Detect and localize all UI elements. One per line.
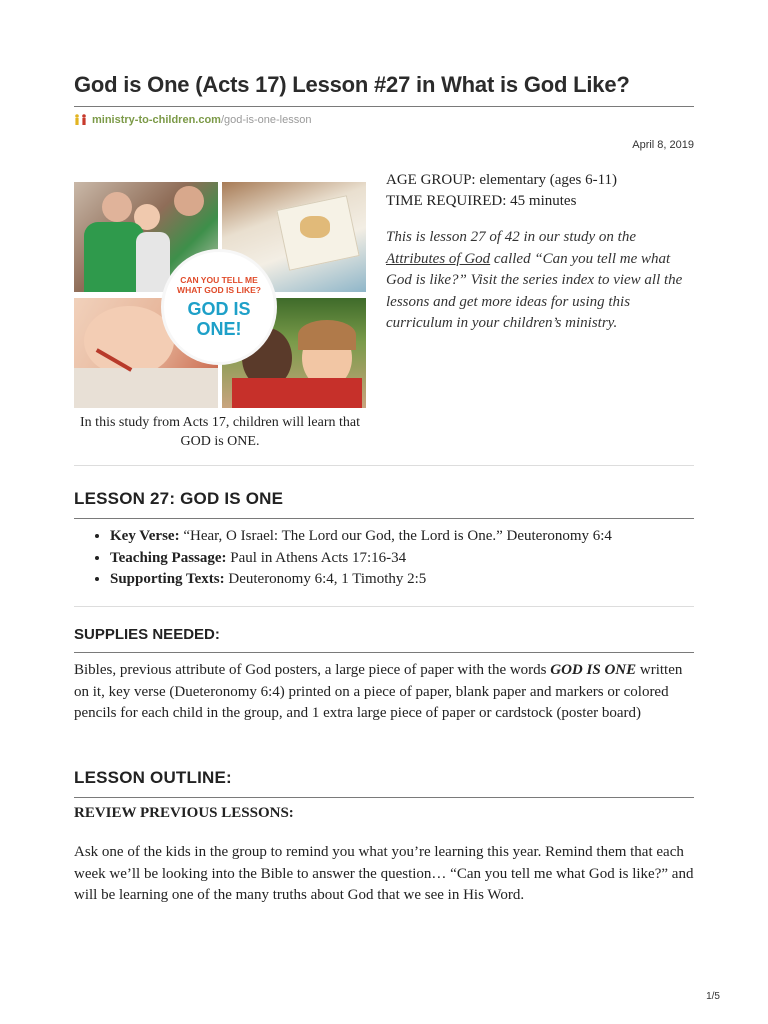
list-item: • Supporting Texts: Deuteronomy 6:4, 1 Timothy 2:5 [110, 569, 710, 591]
badge-title: GOD IS ONE! [187, 299, 251, 339]
image-caption: In this study from Acts 17, children will learn that GOD is ONE. [80, 415, 360, 449]
supplies-text: Bibles, previous attribute of God posters, a large piece of paper with the words GOD IS ONE written on it, key verse (Dueteronomy 6:4) printed on a piece of paper, blank paper and markers or colored pencils for each child in the group, and 1 extra large piece of paper or cardstock (poster board) [74, 662, 683, 721]
attributes-of-god-link[interactable]: Attributes of God [386, 250, 491, 267]
lesson-hero-image [74, 182, 366, 408]
outline-heading-rule [74, 797, 694, 798]
lesson-heading-rule [74, 518, 694, 519]
supplies-heading: SUPPLIES NEEDED: [74, 626, 220, 643]
review-subheading: REVIEW PREVIOUS LESSONS: [74, 805, 294, 821]
supplies-heading-rule [74, 652, 694, 653]
page-number: 1/5 [706, 991, 720, 1002]
source-domain: ministry-to-children.com [92, 114, 221, 126]
outline-heading: LESSON OUTLINE: [74, 768, 232, 787]
section-divider [74, 465, 694, 466]
lesson-meta [386, 170, 694, 212]
badge-question: CAN YOU TELL ME WHAT GOD IS LIKE? [177, 275, 261, 295]
publish-date: April 8, 2019 [632, 139, 694, 151]
review-text: Ask one of the kids in the group to remind you what you’re learning this year. Remind them that each week we’ll be looking into the Bible to answer the question… “Can you tell me what God is like?” and will be learning one of the many truths about God that we see in His Word. [74, 844, 694, 903]
lesson-badge [164, 252, 274, 362]
site-favicon-icon [74, 114, 88, 126]
source-path: /god-is-one-lesson [220, 114, 312, 126]
lesson-heading: LESSON 27: GOD IS ONE [74, 489, 284, 508]
time-required: TIME REQUIRED: 45 minutes [386, 193, 577, 209]
lesson-verse-list [74, 526, 710, 591]
list-item: • Key Verse: “Hear, O Israel: The Lord our God, the Lord is One.” Deuteronomy 6:4 [110, 526, 710, 548]
source-link[interactable] [92, 114, 311, 126]
series-intro: This is lesson 27 of 42 in our study on the Attributes of God called “Can you tell me what God is like?” Visit the series index to view all the lessons and get more ideas for using this curriculum in your children’s ministry. [386, 229, 683, 331]
title-divider [74, 106, 694, 107]
section-divider [74, 606, 694, 607]
page-title: God is One (Acts 17) Lesson #27 in What is God Like? [74, 72, 630, 97]
source-line [74, 114, 311, 126]
list-item: • Teaching Passage: Paul in Athens Acts 17:16-34 [110, 548, 710, 570]
age-group: AGE GROUP: elementary (ages 6-11) [386, 172, 618, 188]
